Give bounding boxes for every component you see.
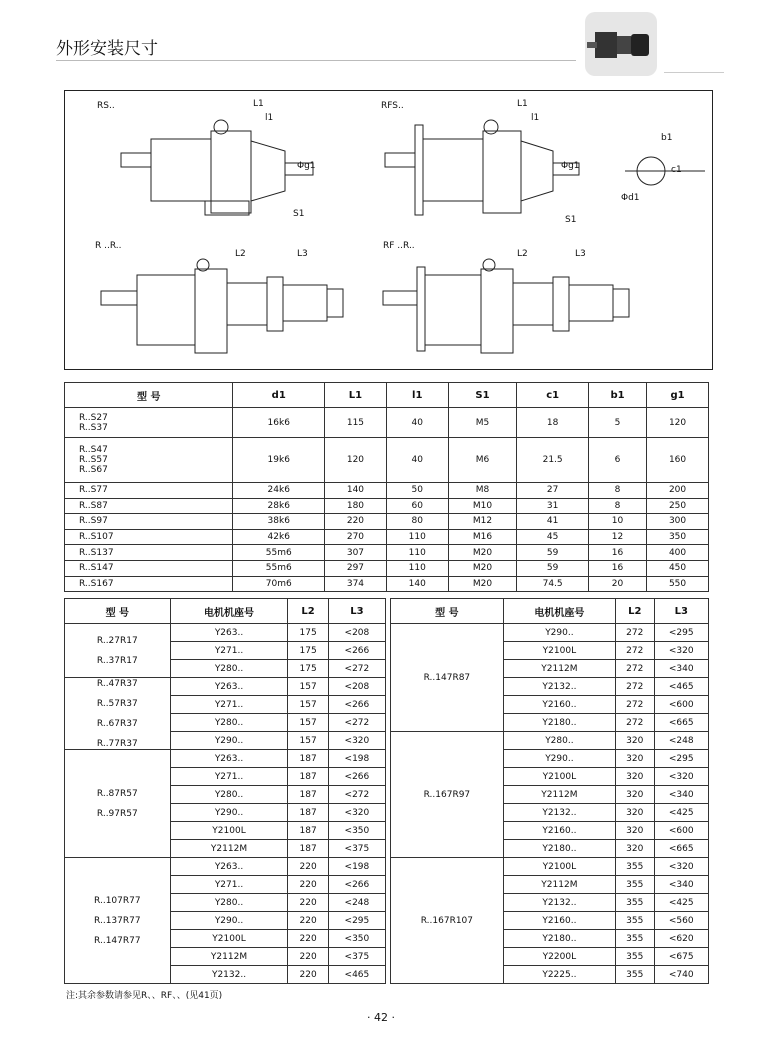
dim-c1: c1 [671, 165, 682, 175]
table-row [65, 498, 709, 514]
l2: 272 [616, 642, 655, 660]
l2: 272 [616, 714, 655, 732]
l2: 320 [616, 786, 655, 804]
cell-b1: 12 [588, 529, 646, 545]
motor-frame: Y2160.. [503, 696, 615, 714]
motor-frame: Y280.. [170, 660, 288, 678]
dim-small-l1: l1 [265, 113, 274, 123]
l2: 187 [288, 750, 328, 768]
motor-frame: Y2100L [503, 642, 615, 660]
l2: 220 [288, 858, 328, 876]
l3: <198 [328, 750, 385, 768]
cell-d1: 16k6 [233, 408, 325, 438]
l3: <272 [328, 714, 385, 732]
l3: <248 [328, 894, 385, 912]
l3: <665 [654, 714, 709, 732]
l2: 355 [616, 966, 655, 984]
cell-s1: M16 [448, 529, 517, 545]
col-header: L3 [654, 599, 709, 624]
l2: 187 [288, 840, 328, 858]
l3: <208 [328, 678, 385, 696]
l3: <266 [328, 768, 385, 786]
cell-s1: M12 [448, 514, 517, 530]
motor-frame: Y290.. [503, 624, 615, 642]
l3: <295 [654, 750, 709, 768]
motor-frame: Y2112M [503, 660, 615, 678]
l2: 272 [616, 696, 655, 714]
l3: <375 [328, 840, 385, 858]
dim-d1: Φd1 [621, 193, 640, 203]
motor-frame: Y2180.. [503, 840, 615, 858]
l2: 157 [288, 732, 328, 750]
model-cell: R..147R87 [391, 624, 504, 732]
model-cell: R..87R57 R..97R57 [65, 750, 171, 858]
l3: <295 [654, 624, 709, 642]
motor-frame: Y2112M [503, 876, 615, 894]
cell-l1: 297 [325, 560, 387, 576]
l2: 187 [288, 786, 328, 804]
cell-g1: 550 [647, 576, 709, 592]
col-header: 型 号 [65, 599, 171, 624]
cell-c1: 27 [517, 482, 589, 498]
col-header: g1 [647, 383, 709, 408]
cell-g1: 160 [647, 438, 709, 483]
l2: 187 [288, 768, 328, 786]
l3: <675 [654, 948, 709, 966]
table-row [65, 678, 386, 696]
dim-l2-rf: L2 [517, 249, 528, 259]
drawing-sketch [65, 91, 712, 369]
model-cell: R..S137 [65, 545, 233, 561]
model-cell: R..167R107 [391, 858, 504, 984]
motor-mount-table-right [390, 598, 709, 984]
cell-l1: 50 [386, 482, 448, 498]
cell-s1: M10 [448, 498, 517, 514]
motor-frame: Y290.. [170, 912, 288, 930]
dim-l3: L3 [297, 249, 308, 259]
motor-frame: Y280.. [170, 714, 288, 732]
motor-frame: Y290.. [170, 804, 288, 822]
cell-l1: 40 [386, 438, 448, 483]
l2: 220 [288, 948, 328, 966]
dim-g1-rfs: Φg1 [561, 161, 580, 171]
motor-frame: Y263.. [170, 750, 288, 768]
col-header: c1 [517, 383, 589, 408]
table-row [65, 858, 386, 876]
l3: <320 [654, 858, 709, 876]
motor-mount-table-left [64, 598, 386, 984]
l3: <320 [328, 732, 385, 750]
motor-frame: Y2160.. [503, 822, 615, 840]
label-rfr: RF ..R.. [383, 241, 415, 251]
table-row [391, 624, 709, 642]
cell-d1: 38k6 [233, 514, 325, 530]
l3: <425 [654, 804, 709, 822]
l2: 320 [616, 822, 655, 840]
cell-g1: 250 [647, 498, 709, 514]
motor-frame: Y2100L [503, 768, 615, 786]
l3: <665 [654, 840, 709, 858]
header-rule [664, 72, 724, 73]
motor-frame: Y2132.. [503, 804, 615, 822]
motor-frame: Y263.. [170, 624, 288, 642]
l2: 175 [288, 642, 328, 660]
col-header: 电机机座号 [503, 599, 615, 624]
model-cell: R..27R17 R..37R17 [65, 624, 171, 678]
cell-c1: 59 [517, 560, 589, 576]
col-header: L3 [328, 599, 385, 624]
model-cell: R..S97 [65, 514, 233, 530]
cell-b1: 20 [588, 576, 646, 592]
cell-s1: M20 [448, 576, 517, 592]
cell-l1: 60 [386, 498, 448, 514]
motor-frame: Y271.. [170, 696, 288, 714]
col-header: L2 [616, 599, 655, 624]
motor-frame: Y280.. [503, 732, 615, 750]
table-row [65, 408, 709, 438]
l3: <340 [654, 660, 709, 678]
cell-d1: 70m6 [233, 576, 325, 592]
cell-c1: 31 [517, 498, 589, 514]
title-underline [56, 60, 576, 61]
l3: <340 [654, 786, 709, 804]
l2: 157 [288, 696, 328, 714]
l2: 355 [616, 930, 655, 948]
l3: <425 [654, 894, 709, 912]
cell-l1: 110 [386, 529, 448, 545]
cell-d1: 55m6 [233, 560, 325, 576]
l2: 320 [616, 840, 655, 858]
col-header: d1 [233, 383, 325, 408]
l3: <465 [654, 678, 709, 696]
cell-d1: 24k6 [233, 482, 325, 498]
cell-b1: 5 [588, 408, 646, 438]
col-header: S1 [448, 383, 517, 408]
dim-l2: L2 [235, 249, 246, 259]
page-number: · 42 · [367, 1011, 395, 1024]
cell-s1: M5 [448, 408, 517, 438]
l3: <272 [328, 786, 385, 804]
motor-frame: Y263.. [170, 858, 288, 876]
motor-frame: Y271.. [170, 876, 288, 894]
model-cell: R..S107 [65, 529, 233, 545]
motor-frame: Y2132.. [503, 894, 615, 912]
col-header: 电机机座号 [170, 599, 288, 624]
table-row [65, 576, 709, 592]
cell-g1: 120 [647, 408, 709, 438]
l2: 187 [288, 822, 328, 840]
table-row [65, 438, 709, 483]
cell-c1: 45 [517, 529, 589, 545]
model-cell: R..S167 [65, 576, 233, 592]
motor-frame: Y2112M [503, 786, 615, 804]
motor-frame: Y2132.. [503, 678, 615, 696]
cell-b1: 8 [588, 482, 646, 498]
page-title: 外形安装尺寸 [56, 39, 158, 59]
cell-b1: 16 [588, 560, 646, 576]
l2: 220 [288, 912, 328, 930]
col-header: 型 号 [391, 599, 504, 624]
l2: 355 [616, 876, 655, 894]
l3: <248 [654, 732, 709, 750]
dim-l1-rfs: L1 [517, 99, 528, 109]
dimension-drawings [64, 90, 713, 370]
l3: <600 [654, 822, 709, 840]
l2: 220 [288, 966, 328, 984]
l2: 272 [616, 660, 655, 678]
cell-g1: 200 [647, 482, 709, 498]
cell-l1: 220 [325, 514, 387, 530]
l3: <740 [654, 966, 709, 984]
motor-frame: Y290.. [170, 732, 288, 750]
motor-frame: Y2200L [503, 948, 615, 966]
label-rs: RS.. [97, 101, 115, 111]
gearmotor-photo [585, 12, 657, 76]
table-row [391, 732, 709, 750]
table-row [65, 545, 709, 561]
cell-d1: 55m6 [233, 545, 325, 561]
l2: 220 [288, 876, 328, 894]
l3: <465 [328, 966, 385, 984]
motor-frame: Y290.. [503, 750, 615, 768]
l2: 355 [616, 912, 655, 930]
l2: 320 [616, 750, 655, 768]
cell-b1: 16 [588, 545, 646, 561]
l3: <320 [654, 642, 709, 660]
model-cell: R..107R77 R..137R77 R..147R77 [65, 858, 171, 984]
l3: <350 [328, 822, 385, 840]
table-row [391, 858, 709, 876]
cell-l1: 374 [325, 576, 387, 592]
cell-b1: 8 [588, 498, 646, 514]
l2: 220 [288, 930, 328, 948]
cell-c1: 18 [517, 408, 589, 438]
dim-b1: b1 [661, 133, 673, 143]
col-header: L1 [325, 383, 387, 408]
model-cell: R..S87 [65, 498, 233, 514]
cell-g1: 400 [647, 545, 709, 561]
l3: <560 [654, 912, 709, 930]
col-header: b1 [588, 383, 646, 408]
l2: 320 [616, 804, 655, 822]
l2: 355 [616, 948, 655, 966]
motor-frame: Y271.. [170, 768, 288, 786]
motor-frame: Y271.. [170, 642, 288, 660]
cell-c1: 59 [517, 545, 589, 561]
table-row [65, 514, 709, 530]
dim-s1: S1 [293, 209, 305, 219]
cell-s1: M8 [448, 482, 517, 498]
motor-frame: Y280.. [170, 786, 288, 804]
cell-l1: 110 [386, 560, 448, 576]
dim-l3-rf: L3 [575, 249, 586, 259]
l2: 157 [288, 678, 328, 696]
l3: <340 [654, 876, 709, 894]
cell-d1: 19k6 [233, 438, 325, 483]
l2: 272 [616, 678, 655, 696]
model-cell: R..S47 R..S57 R..S67 [65, 438, 233, 483]
l2: 175 [288, 624, 328, 642]
cell-g1: 350 [647, 529, 709, 545]
cell-s1: M6 [448, 438, 517, 483]
cell-c1: 41 [517, 514, 589, 530]
l2: 187 [288, 804, 328, 822]
cell-g1: 300 [647, 514, 709, 530]
cell-b1: 10 [588, 514, 646, 530]
model-cell: R..47R37 R..57R37 R..67R37 R..77R37 [65, 678, 171, 750]
col-header: L2 [288, 599, 328, 624]
cell-s1: M20 [448, 560, 517, 576]
table-row [65, 624, 386, 642]
motor-frame: Y2225.. [503, 966, 615, 984]
footnote: 注:其余参数请参见R、、RF、、(见41页) [66, 991, 223, 1001]
shaft-dimension-table [64, 382, 709, 592]
label-rfs: RFS.. [381, 101, 404, 111]
cell-b1: 6 [588, 438, 646, 483]
motor-frame: Y2180.. [503, 930, 615, 948]
motor-frame: Y263.. [170, 678, 288, 696]
l2: 220 [288, 894, 328, 912]
dim-g1: Φg1 [297, 161, 316, 171]
table-row [65, 560, 709, 576]
cell-d1: 28k6 [233, 498, 325, 514]
cell-c1: 74.5 [517, 576, 589, 592]
l3: <272 [328, 660, 385, 678]
l3: <375 [328, 948, 385, 966]
label-rr: R ..R.. [95, 241, 122, 251]
cell-g1: 450 [647, 560, 709, 576]
cell-l1: 120 [325, 438, 387, 483]
table-row [65, 750, 386, 768]
model-cell: R..S27 R..S37 [65, 408, 233, 438]
cell-c1: 21.5 [517, 438, 589, 483]
l3: <320 [654, 768, 709, 786]
l3: <600 [654, 696, 709, 714]
cell-l1: 140 [386, 576, 448, 592]
l2: 272 [616, 624, 655, 642]
motor-frame: Y2160.. [503, 912, 615, 930]
dim-s1-rfs: S1 [565, 215, 577, 225]
l3: <266 [328, 642, 385, 660]
motor-frame: Y2100L [170, 822, 288, 840]
model-cell: R..S147 [65, 560, 233, 576]
l3: <266 [328, 876, 385, 894]
l2: 157 [288, 714, 328, 732]
col-header: l1 [386, 383, 448, 408]
motor-frame: Y2100L [503, 858, 615, 876]
l2: 355 [616, 894, 655, 912]
cell-l1: 270 [325, 529, 387, 545]
l3: <208 [328, 624, 385, 642]
motor-frame: Y2112M [170, 840, 288, 858]
l2: 320 [616, 732, 655, 750]
cell-l1: 307 [325, 545, 387, 561]
cell-d1: 42k6 [233, 529, 325, 545]
cell-s1: M20 [448, 545, 517, 561]
l2: 175 [288, 660, 328, 678]
l3: <198 [328, 858, 385, 876]
cell-l1: 140 [325, 482, 387, 498]
cell-l1: 115 [325, 408, 387, 438]
dim-l1: L1 [253, 99, 264, 109]
model-cell: R..167R97 [391, 732, 504, 858]
dim-small-l1-rfs: l1 [531, 113, 540, 123]
motor-frame: Y2100L [170, 930, 288, 948]
motor-frame: Y2132.. [170, 966, 288, 984]
cell-l1: 180 [325, 498, 387, 514]
table-row [65, 529, 709, 545]
l3: <620 [654, 930, 709, 948]
cell-l1: 40 [386, 408, 448, 438]
col-header: 型 号 [65, 383, 233, 408]
l3: <320 [328, 804, 385, 822]
l3: <295 [328, 912, 385, 930]
table-row [65, 482, 709, 498]
model-cell: R..S77 [65, 482, 233, 498]
cell-l1: 110 [386, 545, 448, 561]
motor-frame: Y280.. [170, 894, 288, 912]
l2: 320 [616, 768, 655, 786]
cell-l1: 80 [386, 514, 448, 530]
l2: 355 [616, 858, 655, 876]
motor-frame: Y2180.. [503, 714, 615, 732]
l3: <350 [328, 930, 385, 948]
l3: <266 [328, 696, 385, 714]
motor-frame: Y2112M [170, 948, 288, 966]
